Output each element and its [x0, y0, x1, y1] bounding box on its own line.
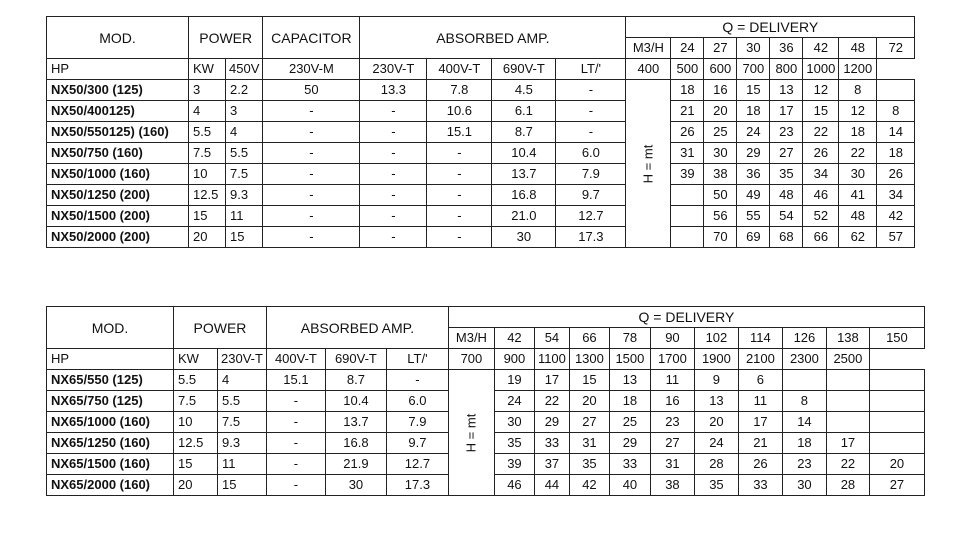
spec-cell: - [556, 122, 626, 143]
head-value: 30 [839, 164, 877, 185]
spec-cell: - [386, 370, 448, 391]
head-value: 46 [803, 185, 839, 206]
head-value: 36 [737, 164, 770, 185]
spec-cell: 7.8 [427, 80, 492, 101]
head-value: 30 [782, 475, 826, 496]
head-value: 8 [877, 101, 915, 122]
spec-cell: 5.5 [218, 391, 267, 412]
head-value [782, 370, 826, 391]
head-value [671, 206, 704, 227]
head-value: 21 [671, 101, 704, 122]
head-value: 16 [650, 391, 694, 412]
head-value: 18 [671, 80, 704, 101]
head-value: 8 [839, 80, 877, 101]
model-name: NX65/1250 (160) [47, 433, 174, 454]
head-value: 24 [494, 391, 534, 412]
power-header: POWER [189, 17, 263, 59]
head-value: 20 [704, 101, 737, 122]
head-value: 44 [534, 475, 569, 496]
head-value [671, 185, 704, 206]
head-value [869, 370, 924, 391]
lt-value: 700 [737, 59, 770, 80]
head-value: 69 [737, 227, 770, 248]
head-value: 39 [671, 164, 704, 185]
head-label-cell [626, 80, 671, 248]
head-value [826, 412, 869, 433]
m3h-value: 48 [839, 38, 877, 59]
head-value: 17 [826, 433, 869, 454]
spec-cell: 30 [492, 227, 556, 248]
spec-cell: 10.6 [427, 101, 492, 122]
delivery-header: Q = DELIVERY [626, 17, 915, 38]
head-value: 27 [770, 143, 803, 164]
head-value: 35 [694, 475, 738, 496]
mod-header: MOD. [47, 17, 189, 59]
head-value: 16 [704, 80, 737, 101]
head-value: 20 [569, 391, 609, 412]
lt-value: 400 [626, 59, 671, 80]
spec-cell: - [266, 412, 325, 433]
head-value: 27 [869, 475, 924, 496]
table-row [47, 206, 915, 227]
m3h-value: 42 [494, 328, 534, 349]
head-value: 35 [770, 164, 803, 185]
m3h-value: 42 [803, 38, 839, 59]
pump-table-nx50 [46, 16, 915, 248]
m3h-value: 78 [609, 328, 650, 349]
head-value: 57 [877, 227, 915, 248]
spec-cell: 4 [189, 101, 226, 122]
pump-table-nx65 [46, 306, 925, 496]
lt-value: 1300 [569, 349, 609, 370]
head-value: 20 [869, 454, 924, 475]
lt-value: 1500 [609, 349, 650, 370]
table-row [47, 185, 915, 206]
spec-cell: - [360, 101, 427, 122]
m3h-value: 24 [671, 38, 704, 59]
spec-cell: 12.7 [386, 454, 448, 475]
lt-value: 2300 [782, 349, 826, 370]
head-value [869, 433, 924, 454]
head-value [671, 227, 704, 248]
head-value: 22 [803, 122, 839, 143]
head-value: 54 [770, 206, 803, 227]
spec-cell: 6.1 [492, 101, 556, 122]
m3h-value: 27 [704, 38, 737, 59]
sub-header: 230V-T [360, 59, 427, 80]
spec-cell: - [427, 206, 492, 227]
spec-cell: 11 [226, 206, 263, 227]
head-value: 9 [694, 370, 738, 391]
head-label: H = mt [640, 144, 656, 183]
head-value: 70 [704, 227, 737, 248]
spec-cell: 15.1 [266, 370, 325, 391]
model-name: NX50/300 (125) [47, 80, 189, 101]
m3h-value: 66 [569, 328, 609, 349]
head-value: 18 [839, 122, 877, 143]
table-row [47, 101, 915, 122]
head-value: 26 [738, 454, 782, 475]
spec-cell: 21.0 [492, 206, 556, 227]
lt-value: 1100 [534, 349, 569, 370]
head-value: 17 [738, 412, 782, 433]
table-row [47, 122, 915, 143]
head-value: 18 [782, 433, 826, 454]
model-name: NX50/2000 (200) [47, 227, 189, 248]
head-value: 55 [737, 206, 770, 227]
model-name: NX65/750 (125) [47, 391, 174, 412]
power-header: POWER [174, 307, 267, 349]
spec-cell: - [263, 143, 360, 164]
head-value: 13 [694, 391, 738, 412]
lt-value: 700 [448, 349, 494, 370]
head-value [869, 391, 924, 412]
head-value: 15 [737, 80, 770, 101]
head-value: 29 [534, 412, 569, 433]
head-value: 18 [737, 101, 770, 122]
spec-cell: 10.4 [492, 143, 556, 164]
mod-header: MOD. [47, 307, 174, 349]
spec-cell: 5.5 [226, 143, 263, 164]
head-value: 14 [877, 122, 915, 143]
head-value: 22 [839, 143, 877, 164]
head-value: 48 [839, 206, 877, 227]
head-value: 62 [839, 227, 877, 248]
m3h-label: M3/H [626, 38, 671, 59]
head-value: 11 [738, 391, 782, 412]
spec-cell: - [263, 185, 360, 206]
sub-header: 400V-T [427, 59, 492, 80]
spec-cell: 16.8 [492, 185, 556, 206]
head-value: 42 [877, 206, 915, 227]
spec-cell: 5.5 [174, 370, 218, 391]
spec-cell: - [427, 185, 492, 206]
sub-header: HP [47, 349, 174, 370]
spec-cell: - [360, 164, 427, 185]
head-value: 18 [609, 391, 650, 412]
head-value: 17 [534, 370, 569, 391]
spec-cell: 13.3 [360, 80, 427, 101]
head-value [877, 80, 915, 101]
m3h-value: 90 [650, 328, 694, 349]
sub-header: 690V-T [325, 349, 386, 370]
head-label-cell [448, 370, 494, 496]
head-value: 48 [770, 185, 803, 206]
head-value: 26 [671, 122, 704, 143]
subheader-row [47, 349, 925, 370]
spec-cell: - [263, 227, 360, 248]
sub-header: KW [174, 349, 218, 370]
head-value: 29 [609, 433, 650, 454]
head-value: 17 [770, 101, 803, 122]
spec-cell: - [266, 433, 325, 454]
m3h-value: 114 [738, 328, 782, 349]
head-value: 33 [738, 475, 782, 496]
lt-value: 2500 [826, 349, 869, 370]
spec-cell: - [556, 80, 626, 101]
head-value: 25 [609, 412, 650, 433]
spec-cell: 9.7 [386, 433, 448, 454]
spec-cell: 3 [189, 80, 226, 101]
head-value: 26 [803, 143, 839, 164]
spec-cell: 9.3 [226, 185, 263, 206]
head-value: 38 [704, 164, 737, 185]
spec-cell: - [360, 122, 427, 143]
spec-cell: 20 [174, 475, 218, 496]
head-value: 35 [494, 433, 534, 454]
spec-cell: - [360, 143, 427, 164]
head-value: 28 [694, 454, 738, 475]
m3h-value: 54 [534, 328, 569, 349]
spec-cell: 10.4 [325, 391, 386, 412]
spec-cell: 50 [263, 80, 360, 101]
head-value: 34 [803, 164, 839, 185]
spec-cell: 17.3 [556, 227, 626, 248]
head-value: 15 [569, 370, 609, 391]
spec-cell: - [360, 185, 427, 206]
spec-cell: - [427, 227, 492, 248]
head-value: 66 [803, 227, 839, 248]
spec-cell: - [427, 143, 492, 164]
m3h-value: 102 [694, 328, 738, 349]
spec-cell: 15 [189, 206, 226, 227]
model-name: NX65/550 (125) [47, 370, 174, 391]
head-value: 24 [694, 433, 738, 454]
spec-cell: 7.5 [218, 412, 267, 433]
m3h-value: 72 [877, 38, 915, 59]
spec-cell: - [360, 206, 427, 227]
head-value: 35 [569, 454, 609, 475]
table-row [47, 227, 915, 248]
lt-value: 500 [671, 59, 704, 80]
head-value: 23 [650, 412, 694, 433]
subheader-row [47, 59, 915, 80]
spec-cell: 15 [218, 475, 267, 496]
spec-cell: 7.5 [226, 164, 263, 185]
head-value: 31 [569, 433, 609, 454]
head-value: 14 [782, 412, 826, 433]
head-value: 23 [770, 122, 803, 143]
model-name: NX50/400125) [47, 101, 189, 122]
head-value: 68 [770, 227, 803, 248]
spec-cell: 13.7 [325, 412, 386, 433]
spec-cell: - [263, 206, 360, 227]
spec-cell: 7.5 [189, 143, 226, 164]
spec-cell: 10 [174, 412, 218, 433]
lt-label: LT/' [386, 349, 448, 370]
head-value: 30 [494, 412, 534, 433]
head-value: 26 [877, 164, 915, 185]
model-name: NX65/1000 (160) [47, 412, 174, 433]
lt-value: 900 [494, 349, 534, 370]
head-value: 37 [534, 454, 569, 475]
head-value: 22 [826, 454, 869, 475]
head-value: 12 [839, 101, 877, 122]
head-value [826, 391, 869, 412]
spec-cell: 8.7 [492, 122, 556, 143]
m3h-value: 138 [826, 328, 869, 349]
spec-cell: 8.7 [325, 370, 386, 391]
spec-cell: 7.5 [174, 391, 218, 412]
head-value: 21 [738, 433, 782, 454]
head-value [826, 370, 869, 391]
head-label: H = mt [463, 413, 479, 452]
model-name: NX50/750 (160) [47, 143, 189, 164]
model-name: NX65/2000 (160) [47, 475, 174, 496]
lt-value: 600 [704, 59, 737, 80]
spec-cell: 4 [226, 122, 263, 143]
head-value: 31 [650, 454, 694, 475]
head-value: 41 [839, 185, 877, 206]
head-value: 33 [609, 454, 650, 475]
spec-cell: 20 [189, 227, 226, 248]
head-value: 8 [782, 391, 826, 412]
m3h-label: M3/H [448, 328, 494, 349]
model-name: NX50/1000 (160) [47, 164, 189, 185]
sub-header: HP [47, 59, 189, 80]
spec-cell: - [427, 164, 492, 185]
head-value: 46 [494, 475, 534, 496]
spec-cell: 9.7 [556, 185, 626, 206]
spec-cell: 30 [325, 475, 386, 496]
m3h-value: 36 [770, 38, 803, 59]
table-row [47, 143, 915, 164]
spec-cell: 6.0 [386, 391, 448, 412]
spec-cell: 4 [218, 370, 267, 391]
m3h-value: 126 [782, 328, 826, 349]
table-row [47, 164, 915, 185]
head-value: 27 [569, 412, 609, 433]
head-value: 34 [877, 185, 915, 206]
spec-cell: 15.1 [427, 122, 492, 143]
head-value: 11 [650, 370, 694, 391]
spec-cell: - [263, 164, 360, 185]
spec-cell: 4.5 [492, 80, 556, 101]
spec-cell: 16.8 [325, 433, 386, 454]
head-value: 40 [609, 475, 650, 496]
spec-cell: 12.5 [174, 433, 218, 454]
head-value: 33 [534, 433, 569, 454]
head-value: 28 [826, 475, 869, 496]
head-value: 6 [738, 370, 782, 391]
spec-cell: 11 [218, 454, 267, 475]
capacitor-header: CAPACITOR [263, 17, 360, 59]
head-value: 27 [650, 433, 694, 454]
spec-cell: 3 [226, 101, 263, 122]
head-value: 42 [569, 475, 609, 496]
spec-cell: 7.9 [556, 164, 626, 185]
spec-cell: 15 [174, 454, 218, 475]
spec-cell: - [263, 101, 360, 122]
head-value: 50 [704, 185, 737, 206]
spec-cell: - [263, 122, 360, 143]
head-value: 39 [494, 454, 534, 475]
lt-value: 800 [770, 59, 803, 80]
head-value: 31 [671, 143, 704, 164]
spec-cell: 13.7 [492, 164, 556, 185]
spec-cell: 7.9 [386, 412, 448, 433]
absorbed-amp-header: ABSORBED AMP. [266, 307, 448, 349]
sub-header: 690V-T [492, 59, 556, 80]
spec-cell: 12.5 [189, 185, 226, 206]
spec-cell: - [360, 227, 427, 248]
sub-header: 450V [226, 59, 263, 80]
lt-value: 1000 [803, 59, 839, 80]
lt-value: 2100 [738, 349, 782, 370]
spec-cell: - [266, 454, 325, 475]
head-value: 52 [803, 206, 839, 227]
spec-cell: 2.2 [226, 80, 263, 101]
lt-value: 1700 [650, 349, 694, 370]
head-value: 23 [782, 454, 826, 475]
spec-cell: 10 [189, 164, 226, 185]
lt-label: LT/' [556, 59, 626, 80]
spec-cell: 12.7 [556, 206, 626, 227]
head-value: 13 [609, 370, 650, 391]
table-row [47, 370, 925, 391]
spec-cell: 6.0 [556, 143, 626, 164]
head-value: 20 [694, 412, 738, 433]
head-value: 49 [737, 185, 770, 206]
spec-cell: - [266, 475, 325, 496]
head-value: 24 [737, 122, 770, 143]
absorbed-amp-header: ABSORBED AMP. [360, 17, 626, 59]
sub-header: KW [189, 59, 226, 80]
sub-header: 230V-M [263, 59, 360, 80]
delivery-header: Q = DELIVERY [448, 307, 924, 328]
model-name: NX50/1250 (200) [47, 185, 189, 206]
spec-cell: 15 [226, 227, 263, 248]
head-value: 15 [803, 101, 839, 122]
m3h-value: 30 [737, 38, 770, 59]
head-value: 38 [650, 475, 694, 496]
spec-cell: - [556, 101, 626, 122]
head-value: 22 [534, 391, 569, 412]
spec-cell: 17.3 [386, 475, 448, 496]
spec-cell: 5.5 [189, 122, 226, 143]
spec-cell: 9.3 [218, 433, 267, 454]
spec-cell: - [266, 391, 325, 412]
head-value: 30 [704, 143, 737, 164]
sub-header: 400V-T [266, 349, 325, 370]
lt-value: 1200 [839, 59, 877, 80]
head-value: 12 [803, 80, 839, 101]
model-name: NX65/1500 (160) [47, 454, 174, 475]
head-value: 13 [770, 80, 803, 101]
head-value: 29 [737, 143, 770, 164]
head-value: 18 [877, 143, 915, 164]
table-row [47, 80, 915, 101]
head-value: 19 [494, 370, 534, 391]
head-value: 25 [704, 122, 737, 143]
m3h-value: 150 [869, 328, 924, 349]
lt-value: 1900 [694, 349, 738, 370]
model-name: NX50/550125) (160) [47, 122, 189, 143]
head-value [869, 412, 924, 433]
model-name: NX50/1500 (200) [47, 206, 189, 227]
sub-header: 230V-T [218, 349, 267, 370]
spec-cell: 21.9 [325, 454, 386, 475]
head-value: 56 [704, 206, 737, 227]
